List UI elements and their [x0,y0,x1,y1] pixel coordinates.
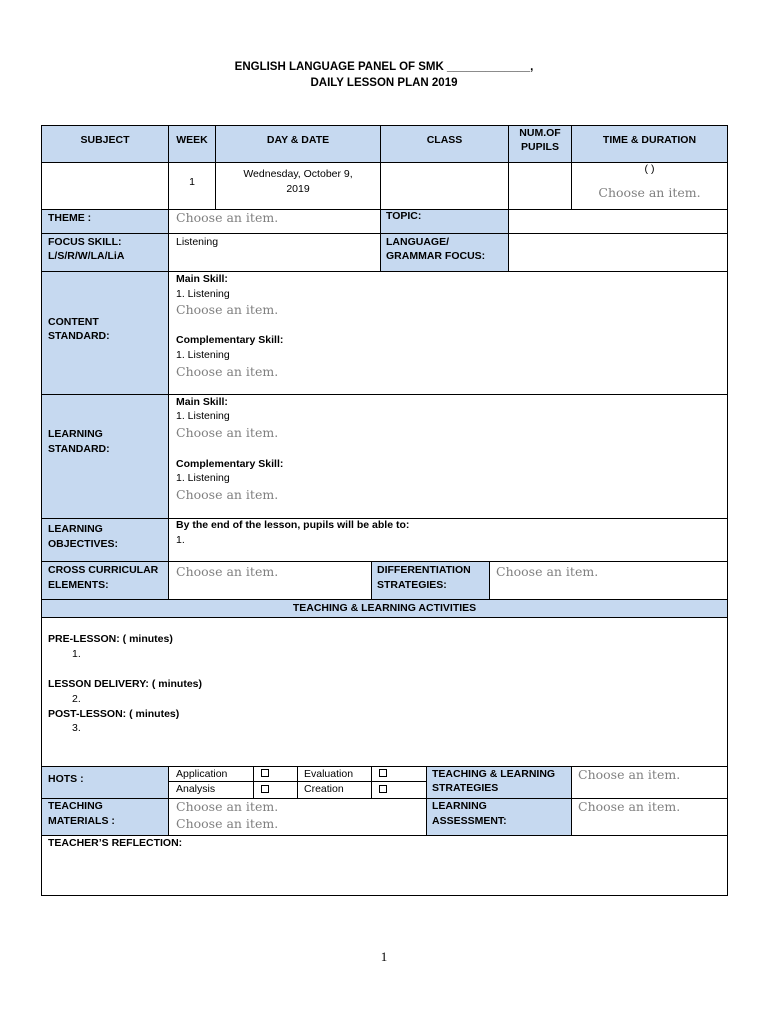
theme-dropdown[interactable]: Choose an item. [176,210,279,225]
page-number: 1 [380,949,388,964]
post-lesson-label: POST-LESSON: ( minutes) [48,708,180,720]
week-label: WEEK [176,134,208,146]
hots-analysis-label: Analysis [176,783,216,795]
objectives-item[interactable]: 1. [176,534,185,546]
tls-label-2: STRATEGIES [432,782,499,794]
ccc-label-1: CROSS CURRICULAR [48,564,159,576]
learning-comp-dropdown[interactable]: Choose an item. [176,487,279,502]
learning-main-skill: Main Skill: [176,396,228,408]
tls-label-1: TEACHING & LEARNING [432,768,556,780]
learning-label-2: STANDARD: [48,443,110,455]
time-label: TIME & DURATION [602,134,697,146]
time-value[interactable]: ( ) [644,163,655,175]
panel-title: ENGLISH LANGUAGE PANEL OF SMK _____________, [234,61,534,73]
content-main-dropdown[interactable]: Choose an item. [176,302,279,317]
reflection-label: TEACHER’S REFLECTION: [48,837,183,849]
diff-dropdown[interactable]: Choose an item. [496,564,599,579]
assessment-dropdown[interactable]: Choose an item. [578,799,681,814]
subject-label: SUBJECT [80,134,130,146]
pre-lesson-item[interactable]: 1. [72,648,81,660]
application-checkbox[interactable] [261,769,269,777]
hots-creation-label: Creation [304,783,344,795]
topic-label: TOPIC: [386,210,422,222]
hots-application-label: Application [176,768,228,780]
tls-dropdown[interactable]: Choose an item. [578,767,681,782]
content-comp-dropdown[interactable]: Choose an item. [176,364,279,379]
tla-title: TEACHING & LEARNING ACTIVITIES [292,602,477,614]
assessment-label-1: LEARNING [432,800,487,812]
grammar-field[interactable] [509,234,727,271]
grammar-label-1: LANGUAGE/ [386,236,449,248]
hots-evaluation-label: Evaluation [304,768,354,780]
objectives-text: By the end of the lesson, pupils will be able to: [176,519,410,531]
learning-main-dropdown[interactable]: Choose an item. [176,425,279,440]
date-value-1[interactable]: Wednesday, October 9, [243,168,353,180]
diff-label-2: STRATEGIES: [377,579,447,591]
time-dropdown[interactable]: Choose an item. [598,185,701,200]
ccc-dropdown[interactable]: Choose an item. [176,564,279,579]
delivery-item[interactable]: 2. [72,693,81,705]
materials-dropdown-2[interactable]: Choose an item. [176,816,279,831]
pre-lesson-label: PRE-LESSON: ( minutes) [48,633,173,645]
ccc-label-2: ELEMENTS: [48,579,109,591]
evaluation-checkbox[interactable] [379,769,387,777]
class-label: CLASS [426,134,463,146]
creation-checkbox[interactable] [379,785,387,793]
topic-field[interactable] [509,210,727,233]
focus-label-1: FOCUS SKILL: [48,236,122,248]
pupils-field[interactable] [509,163,571,209]
materials-dropdown-1[interactable]: Choose an item. [176,799,279,814]
week-value[interactable]: 1 [189,176,195,188]
content-label-2: STANDARD: [48,330,110,342]
date-label: DAY & DATE [266,134,330,146]
learning-comp-skill: Complementary Skill: [176,458,284,470]
reflection-field[interactable] [42,852,727,895]
class-field[interactable] [381,163,508,209]
theme-label: THEME : [48,212,92,224]
diff-label-1: DIFFERENTIATION [377,564,471,576]
learning-comp-item: 1. Listening [176,472,230,484]
grammar-label-2: GRAMMAR FOCUS: [386,250,486,262]
hots-label: HOTS : [48,773,84,785]
content-label-1: CONTENT [48,316,99,328]
pupils-label-1: NUM.OF [519,127,561,139]
objectives-label-2: OBJECTIVES: [48,538,119,550]
materials-label-1: TEACHING [48,800,103,812]
content-comp-item: 1. Listening [176,349,230,361]
focus-value[interactable]: Listening [176,236,219,248]
analysis-checkbox[interactable] [261,785,269,793]
subject-field[interactable] [42,163,168,209]
learning-main-item: 1. Listening [176,410,230,422]
learning-label-1: LEARNING [48,428,103,440]
pupils-label-2: PUPILS [521,141,559,153]
content-comp-skill: Complementary Skill: [176,334,284,346]
delivery-label: LESSON DELIVERY: ( minutes) [48,678,203,690]
focus-label-2: L/S/R/W/LA/LiA [48,250,125,262]
content-main-item: 1. Listening [176,288,230,300]
plan-title: DAILY LESSON PLAN 2019 [310,77,458,89]
materials-label-2: MATERIALS : [48,815,115,827]
post-lesson-item[interactable]: 3. [72,722,81,734]
objectives-label-1: LEARNING [48,523,103,535]
assessment-label-2: ASSESSMENT: [432,815,507,827]
date-value-2[interactable]: 2019 [286,183,310,195]
content-main-skill: Main Skill: [176,273,228,285]
